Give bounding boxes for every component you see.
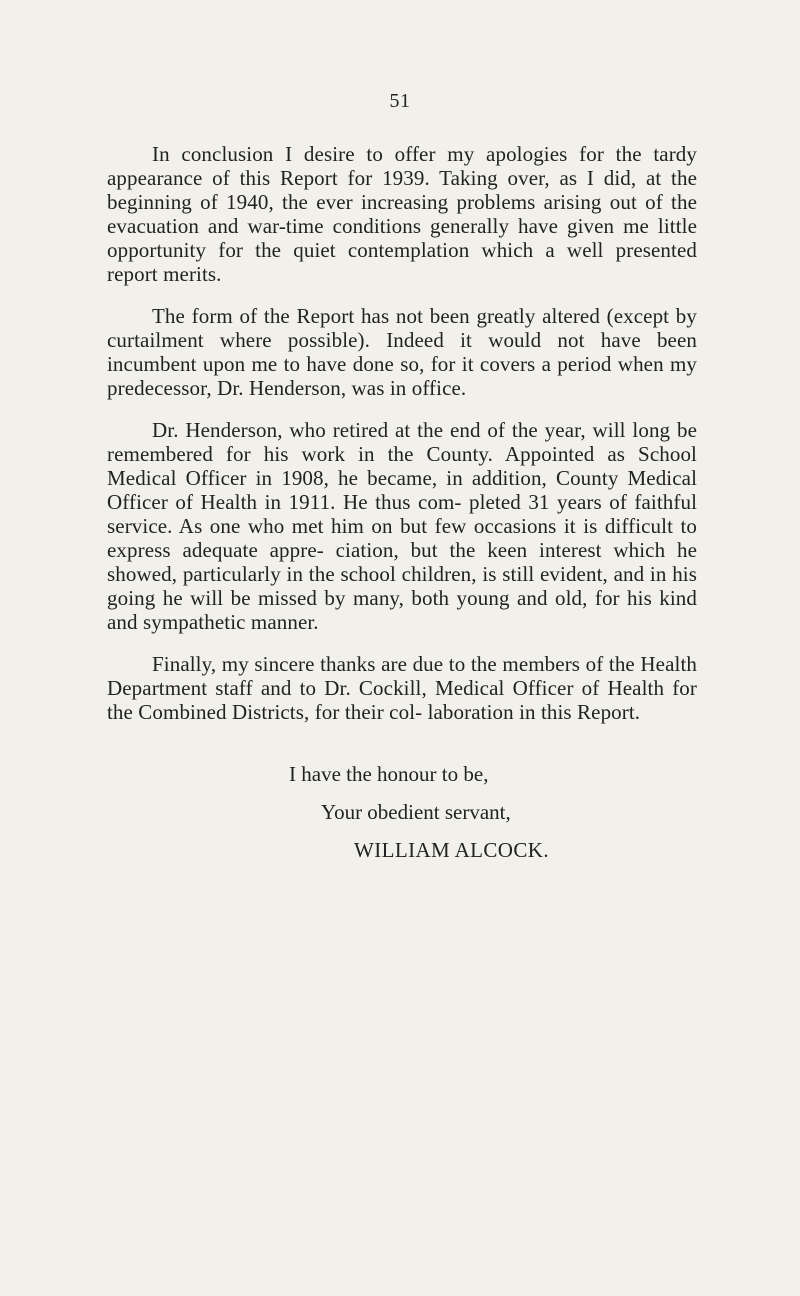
paragraph-report-form: The form of the Report has not been greatly altered (except by curtailment where possible). Indeed it would not have been incumbent upon me to have done so, for it covers a period when my predecessor, Dr. Henderson, was in office. <box>107 304 697 400</box>
paragraph-thanks: Finally, my sincere thanks are due to the members of the Health Department staff and to Dr. Cockill, Medical Officer of Health for the Combined Districts, for their col- laboration in this Report. <box>107 652 697 724</box>
paragraph-dr-henderson: Dr. Henderson, who retired at the end of the year, will long be remembered for his work in the County. Appointed as School Medical Officer in 1908, he became, in addition, County Medical Officer of Health in 1911. He thus com- pleted 31 years of faithful service. As one who met him on but few occasions it is difficult to express adequate appre- ciation, but the keen interest which he showed, particularly in the school children, is still evident, and in his going he will be missed by many, both young and old, for his kind and sympathetic manner. <box>107 418 697 634</box>
signature-name: WILLIAM ALCOCK. <box>354 838 549 862</box>
page-number: 51 <box>389 90 411 112</box>
closing-salutation: I have the honour to be, <box>289 762 489 786</box>
paragraph-apologies: In conclusion I desire to offer my apologies for the tardy appearance of this Report for 1939. Taking over, as I did, at the beginning of 1940, the ever increasing problems arising out of the evacuation and war-time conditions generally have given me little opportunity for the quiet contemplation which a well presented report merits. <box>107 142 697 286</box>
letter-body <box>107 142 697 742</box>
closing-valediction: Your obedient servant, <box>321 800 511 824</box>
